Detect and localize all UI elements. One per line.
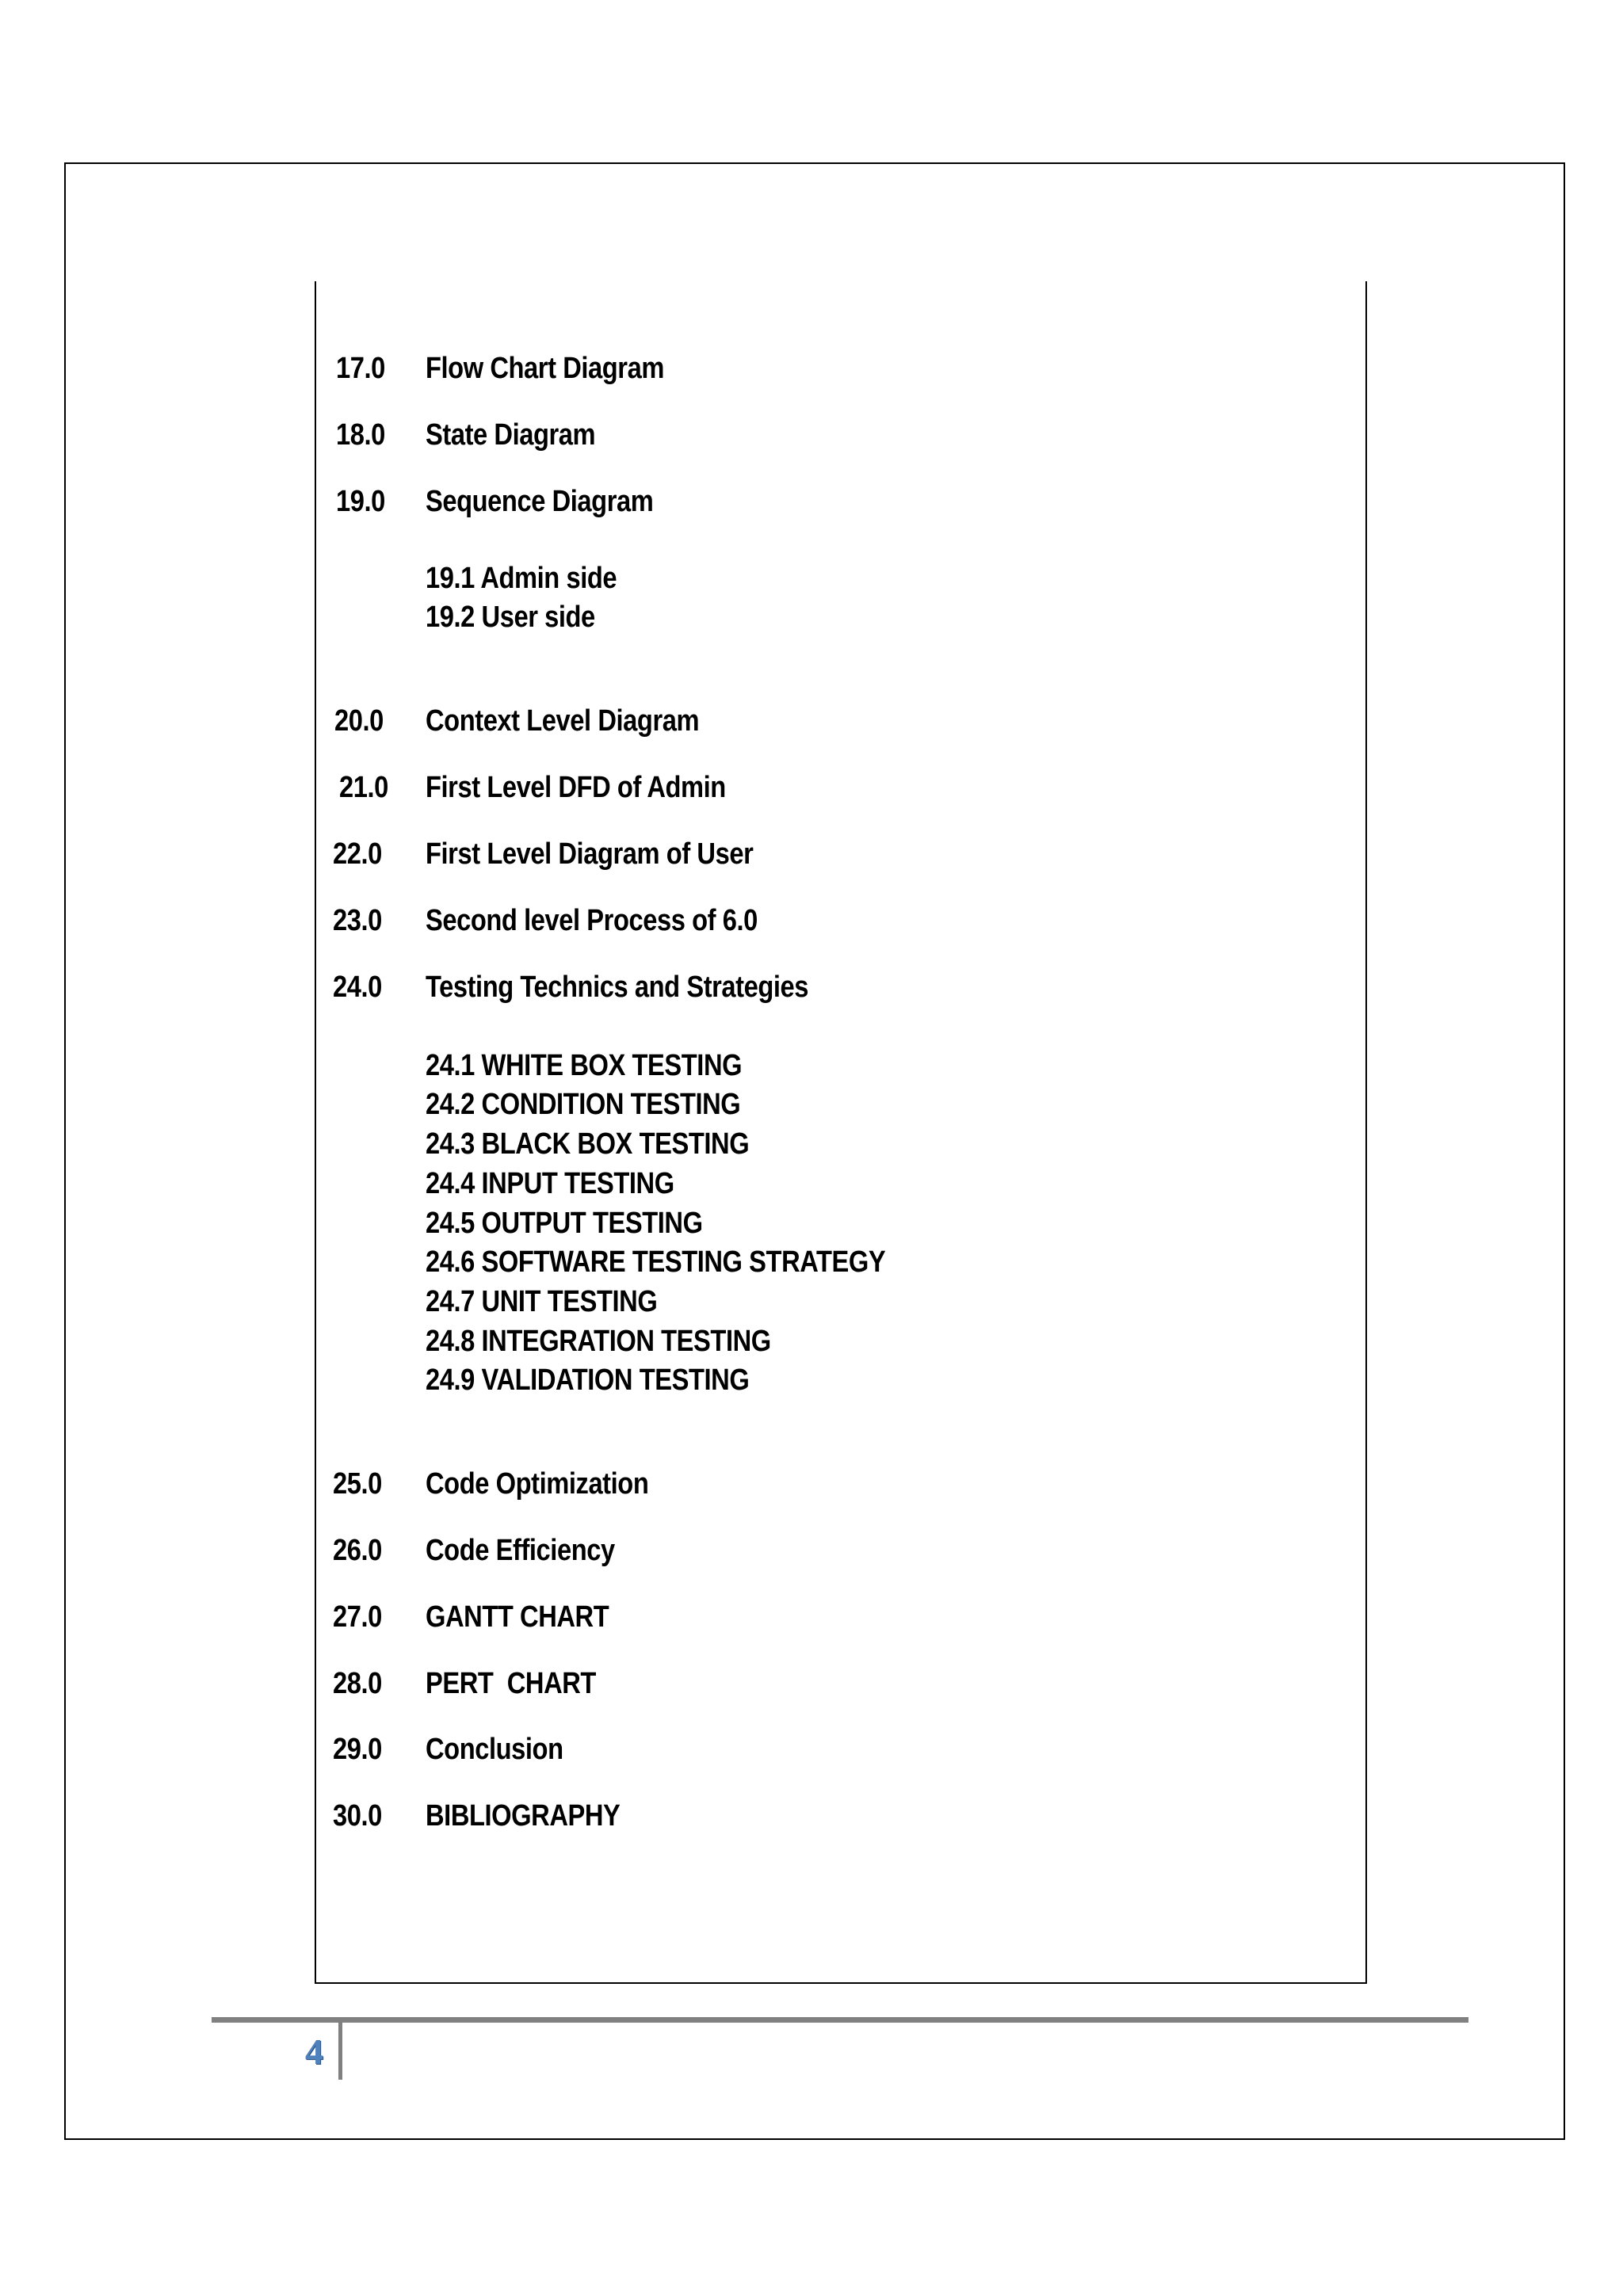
toc-subtitle: 19.2 User side <box>426 601 595 634</box>
toc-title: Context Level Diagram <box>426 704 700 738</box>
toc-entry-17 <box>336 351 385 386</box>
toc-number: 24.0 <box>333 971 382 1004</box>
toc-number: 28.0 <box>333 1667 382 1700</box>
toc-number: 21.0 <box>339 771 388 804</box>
toc-title-20 <box>426 704 699 738</box>
toc-number: 27.0 <box>333 1600 382 1634</box>
footer-rule <box>212 2017 1468 2023</box>
toc-sub-24-6 <box>426 1245 885 1280</box>
toc-entry-28 <box>333 1666 382 1701</box>
toc-sub-24-1 <box>426 1048 742 1083</box>
toc-subtitle: 24.4 INPUT TESTING <box>426 1167 674 1200</box>
footer-divider <box>338 2023 342 2080</box>
toc-entry-18 <box>336 418 385 452</box>
toc-title: Code Optimization <box>426 1467 649 1501</box>
toc-subtitle: 24.1 WHITE BOX TESTING <box>426 1049 743 1082</box>
toc-number: 22.0 <box>333 837 382 871</box>
toc-title: Sequence Diagram <box>426 485 654 518</box>
toc-entry-29 <box>333 1732 382 1767</box>
toc-number: 18.0 <box>336 418 385 452</box>
toc-sub-24-5 <box>426 1206 703 1241</box>
toc-number: 17.0 <box>336 352 385 385</box>
toc-sub-24-4 <box>426 1166 674 1201</box>
toc-title: First Level Diagram of User <box>426 837 754 871</box>
page-number: 4 <box>305 2031 323 2072</box>
toc-title: GANTT CHART <box>426 1600 609 1634</box>
toc-subtitle: 24.7 UNIT TESTING <box>426 1285 658 1318</box>
toc-number: 25.0 <box>333 1467 382 1501</box>
toc-entry-30 <box>333 1798 382 1833</box>
toc-sub-24-7 <box>426 1284 657 1319</box>
toc-subtitle: 24.2 CONDITION TESTING <box>426 1088 741 1121</box>
toc-entry-22 <box>333 837 382 871</box>
toc-title-18 <box>426 418 595 452</box>
toc-sub-24-2 <box>426 1087 740 1122</box>
toc-title-27 <box>426 1600 609 1634</box>
toc-title-24 <box>426 970 808 1005</box>
toc-title: First Level DFD of Admin <box>426 771 726 804</box>
toc-title: BIBLIOGRAPHY <box>426 1799 621 1833</box>
toc-title: PERT CHART <box>426 1667 596 1700</box>
toc-title-21 <box>426 770 726 805</box>
toc-sub-24-3 <box>426 1127 749 1161</box>
toc-title: State Diagram <box>426 418 596 452</box>
toc-entry-25 <box>333 1466 382 1501</box>
toc-sub-19-1 <box>426 561 617 596</box>
toc-subtitle: 24.8 INTEGRATION TESTING <box>426 1325 771 1358</box>
toc-subtitle: 24.5 OUTPUT TESTING <box>426 1207 703 1240</box>
toc-number: 26.0 <box>333 1534 382 1567</box>
toc-number: 19.0 <box>336 485 385 518</box>
toc-subtitle: 19.1 Admin side <box>426 562 617 595</box>
toc-number: 23.0 <box>333 904 382 937</box>
toc-title-23 <box>426 903 758 938</box>
toc-sub-24-8 <box>426 1324 771 1359</box>
toc-sub-19-2 <box>426 600 595 635</box>
toc-title-25 <box>426 1466 648 1501</box>
toc-number: 30.0 <box>333 1799 382 1833</box>
toc-entry-24 <box>333 970 382 1005</box>
toc-entry-26 <box>333 1533 382 1568</box>
toc-entry-19 <box>336 484 385 519</box>
toc-number: 20.0 <box>334 704 384 738</box>
toc-title: Second level Process of 6.0 <box>426 904 758 937</box>
toc-title-28 <box>426 1666 596 1701</box>
toc-subtitle: 24.9 VALIDATION TESTING <box>426 1363 750 1397</box>
toc-entry-20 <box>334 704 384 738</box>
toc-title-29 <box>426 1732 563 1767</box>
toc-title-17 <box>426 351 664 386</box>
toc-title-19 <box>426 484 653 519</box>
toc-subtitle: 24.3 BLACK BOX TESTING <box>426 1127 750 1161</box>
toc-entry-21 <box>339 770 388 805</box>
toc-title: Conclusion <box>426 1733 563 1766</box>
toc-title-26 <box>426 1533 615 1568</box>
toc-title-30 <box>426 1798 620 1833</box>
toc-title-22 <box>426 837 753 871</box>
toc-subtitle: 24.6 SOFTWARE TESTING STRATEGY <box>426 1245 886 1279</box>
toc-sub-24-9 <box>426 1363 749 1398</box>
toc-number: 29.0 <box>333 1733 382 1766</box>
toc-title: Code Efficiency <box>426 1534 615 1567</box>
toc-entry-23 <box>333 903 382 938</box>
toc-title: Testing Technics and Strategies <box>426 971 809 1004</box>
toc-entry-27 <box>333 1600 382 1634</box>
toc-title: Flow Chart Diagram <box>426 352 664 385</box>
